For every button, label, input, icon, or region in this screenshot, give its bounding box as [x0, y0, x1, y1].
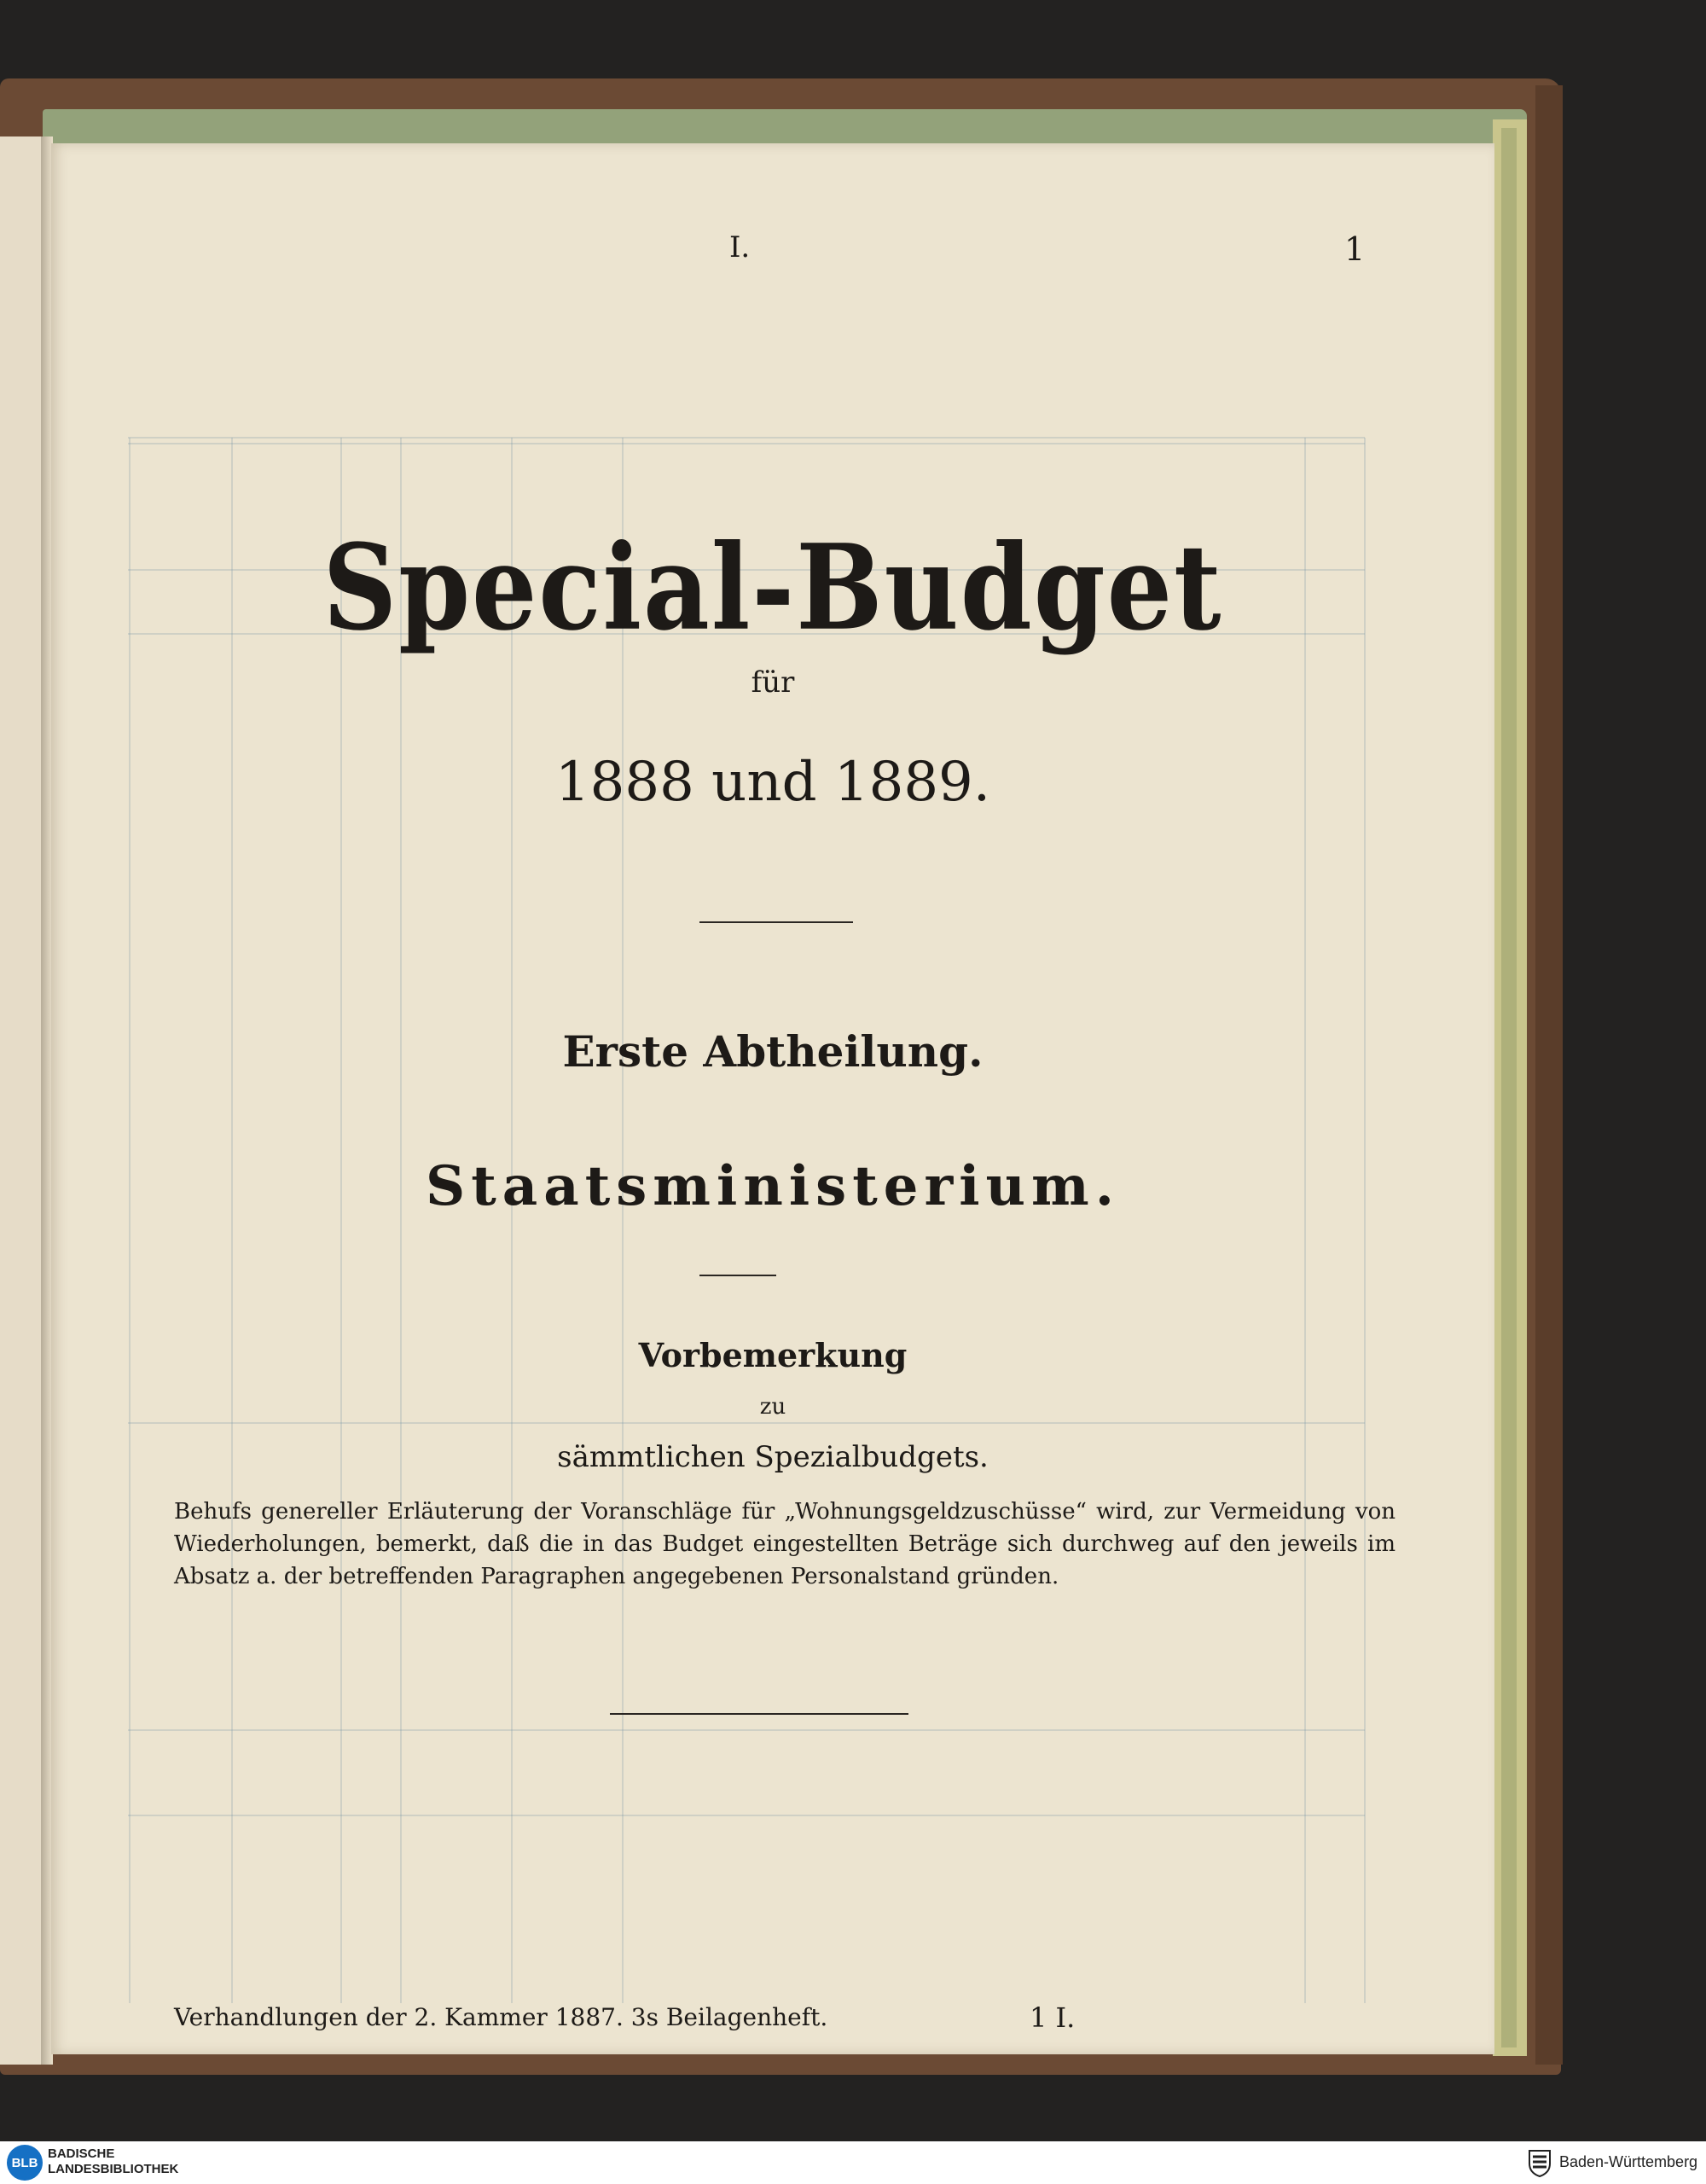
document-page: [51, 143, 1494, 2054]
library-name[interactable]: [48, 2146, 178, 2177]
section-roman-numeral: I.: [729, 230, 751, 264]
bleed-through-table: [51, 143, 1494, 2054]
preliminary-remark-paragraph: Behufs genereller Erläuterung der Voranschläge für „Wohnungsgeldzuschüsse“ wird, zur Vermeidung von Wiederholungen, bemerkt, daß die in das Budget eingestellten Beträge sich durchweg auf den jeweils im Absatz a. der betreffenden Paragraphen angegebenen Personalstand gründen.: [174, 1499, 1396, 1589]
preliminary-remark-subject: sämmtlichen Spezialbudgets.: [557, 1440, 989, 1474]
divider-rule: [699, 1275, 776, 1276]
library-name-line1: BADISCHE: [48, 2146, 115, 2161]
divider-rule: [610, 1713, 908, 1715]
baden-wuerttemberg-crest-icon[interactable]: [1527, 2148, 1552, 2177]
divider-rule: [699, 921, 853, 923]
footer-publication: Verhandlungen der 2. Kammer 1887. 3s Beilagenheft.: [174, 2003, 828, 2031]
blb-logo-icon[interactable]: BLB: [7, 2145, 43, 2181]
title-preposition: für: [751, 665, 795, 700]
page-title: Special-Budget: [322, 519, 1223, 658]
preliminary-remark-heading: Vorbemerkung: [638, 1336, 908, 1374]
section-heading: Erste Abtheilung.: [562, 1026, 984, 1077]
page-number: 1: [1344, 230, 1366, 268]
page-stack-top-edge: [43, 109, 1527, 143]
book-cover-edge: [1535, 85, 1563, 2065]
state-name[interactable]: Baden-Württemberg: [1559, 2153, 1698, 2170]
viewer-footer-bar: [0, 2141, 1706, 2184]
footer-signature-mark: 1 I.: [1030, 2001, 1076, 2034]
preliminary-remark-zu: zu: [759, 1394, 786, 1420]
library-name-line2: LANDESBIBLIOTHEK: [48, 2162, 179, 2176]
ministry-heading: Staatsministerium.: [425, 1154, 1121, 1218]
budget-years: 1888 und 1889.: [554, 751, 991, 814]
page-stack-right-shade: [1501, 128, 1517, 2048]
